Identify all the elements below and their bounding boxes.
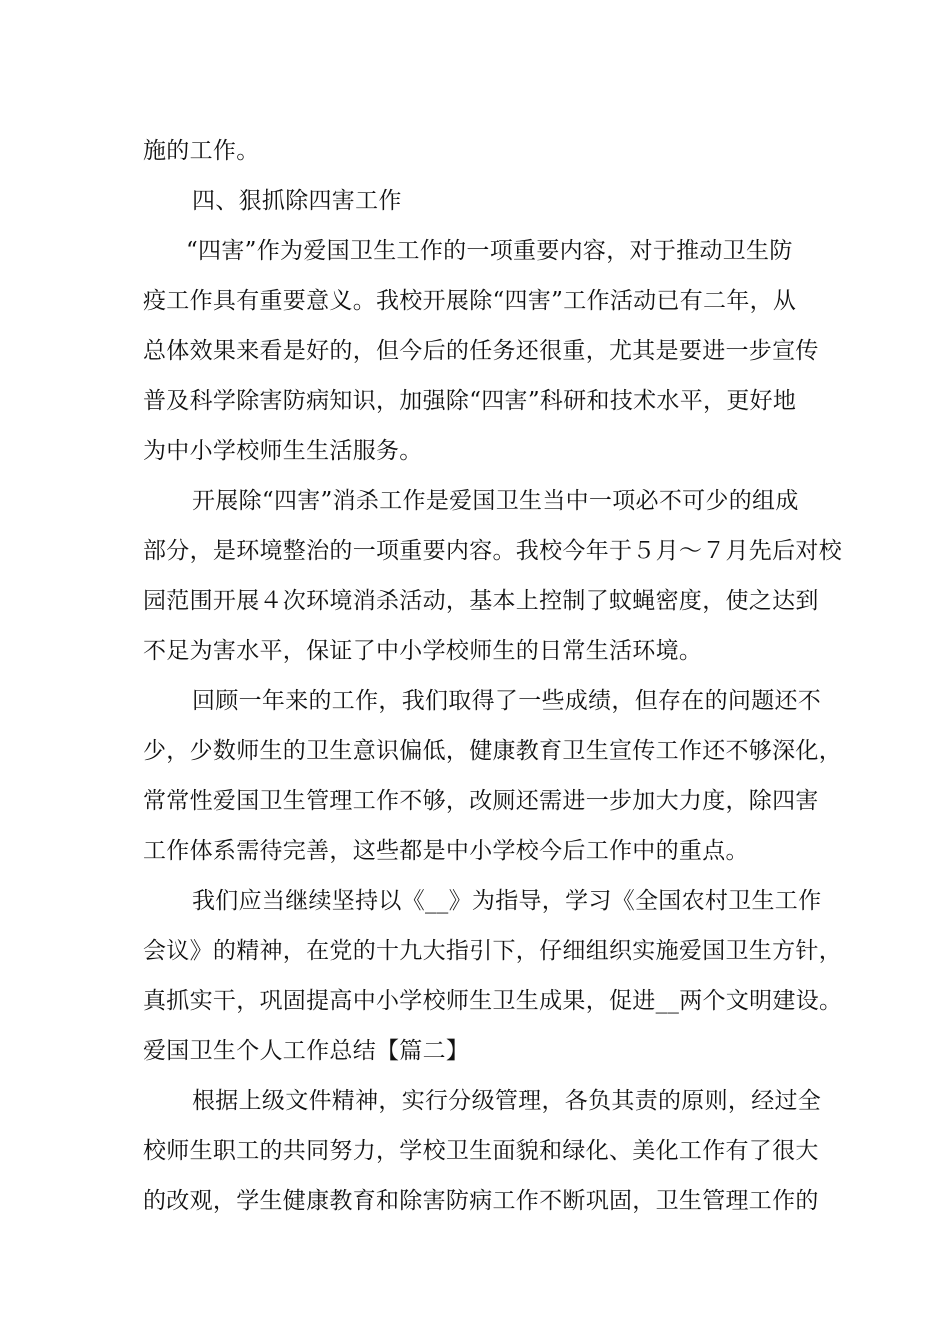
text-line: 我们应当继续坚持以《__》为指导，学习《全国农村卫生工作	[192, 888, 822, 914]
text-line: 为中小学校师生生活服务。	[143, 438, 423, 464]
text-line: 施的工作。	[143, 138, 260, 164]
text-line: 普及科学除害防病知识，加强除“四害”科研和技术水平，更好地	[143, 388, 797, 414]
text-line: 部分，是环境整治的一项重要内容。我校今年于５月～７月先后对校	[143, 538, 842, 564]
text-line: 总体效果来看是好的，但今后的任务还很重，尤其是要进一步宣传	[143, 338, 819, 364]
text-line: 的改观，学生健康教育和除害防病工作不断巩固，卫生管理工作的	[143, 1188, 819, 1214]
text-line: 会议》的精神，在党的十九大指引下，仔细组织实施爱国卫生方针，	[143, 938, 842, 964]
section-heading: 四、狠抓除四害工作	[192, 188, 402, 214]
text-line: 工作体系需待完善，这些都是中小学校今后工作中的重点。	[143, 838, 749, 864]
text-line: 根据上级文件精神，实行分级管理，各负其责的原则，经过全	[192, 1088, 822, 1114]
text-line: 常常性爱国卫生管理工作不够，改厕还需进一步加大力度，除四害	[143, 788, 819, 814]
text-line: “四害”作为爱国卫生工作的一项重要内容，对于推动卫生防	[186, 238, 793, 264]
text-line: 真抓实干，巩固提高中小学校师生卫生成果，促进__两个文明建设。	[143, 988, 843, 1014]
text-line: 开展除“四害”消杀工作是爱国卫生当中一项必不可少的组成	[192, 488, 799, 514]
text-line: 园范围开展４次环境消杀活动，基本上控制了蚊蝇密度，使之达到	[143, 588, 819, 614]
text-line: 疫工作具有重要意义。我校开展除“四害”工作活动已有二年，从	[143, 288, 797, 314]
section-title: 爱国卫生个人工作总结【篇二】	[143, 1038, 470, 1064]
text-line: 回顾一年来的工作，我们取得了一些成绩，但存在的问题还不	[192, 688, 822, 714]
text-line: 不足为害水平，保证了中小学校师生的日常生活环境。	[143, 638, 703, 664]
text-line: 少，少数师生的卫生意识偏低，健康教育卫生宣传工作还不够深化，	[143, 738, 842, 764]
text-line: 校师生职工的共同努力，学校卫生面貌和绿化、美化工作有了很大	[143, 1138, 819, 1164]
